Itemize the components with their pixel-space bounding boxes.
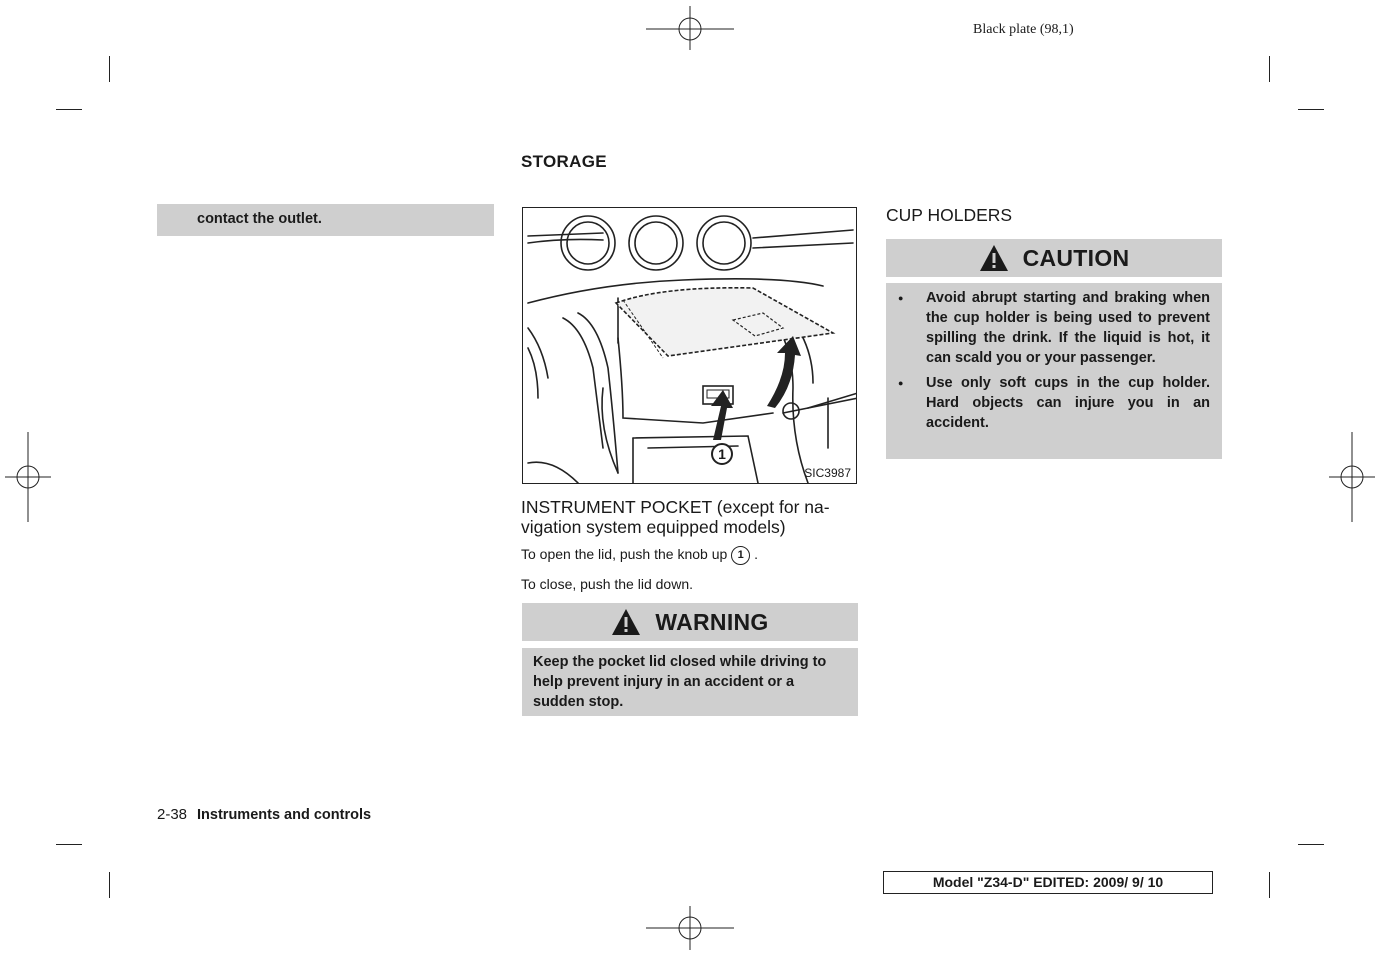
open-text: To open the lid, push the knob up (521, 546, 728, 563)
callout-1-icon: 1 (731, 546, 750, 565)
instrument-pocket-heading: INSTRUMENT POCKET (except for na-vigation system equipped models) (521, 497, 830, 537)
dashboard-illustration (523, 208, 857, 484)
model-edit-stamp: Model "Z34-D" EDITED: 2009/ 9/ 10 (883, 871, 1213, 894)
plate-label: Black plate (98,1) (973, 22, 1074, 37)
page-footer (157, 806, 371, 823)
registration-target-right (1329, 432, 1375, 522)
left-note-text: contact the outlet. (197, 211, 322, 227)
caution-triangle-icon (979, 244, 1009, 272)
instrument-pocket-figure (522, 207, 857, 484)
warning-text: Keep the pocket lid closed while driving to help prevent injury in an accident or a sudden stop. (533, 654, 827, 710)
warning-label: WARNING (655, 608, 769, 635)
caution-label: CAUTION (1022, 244, 1130, 271)
registration-target-bottom (646, 906, 736, 950)
figure-code: SIC3987 (804, 466, 851, 480)
caution-banner (886, 239, 1222, 277)
footer-section-name: Instruments and controls (197, 807, 372, 823)
left-continuation-note (157, 204, 494, 236)
figure-callout: 1 (711, 443, 733, 465)
registration-target-top (646, 6, 736, 50)
cup-holders-heading: CUP HOLDERS (886, 205, 1013, 225)
close-instruction: To close, push the lid down. (521, 576, 693, 592)
caution-bullet: ● Use only soft cups in the cup holder. Hard objects can injure you in an accident. (886, 373, 1222, 433)
caution-bullet: ● Avoid abrupt starting and braking when the cup holder is being used to prevent spilling the drink. If the liquid is hot, it can scald you or your passenger. (886, 288, 1222, 368)
open-instruction (521, 546, 758, 565)
warning-text-box (522, 648, 858, 716)
registration-target-left (5, 432, 51, 522)
warning-banner (522, 603, 858, 641)
page-number: 2-38 (157, 806, 188, 823)
section-title: STORAGE (521, 152, 607, 171)
warning-triangle-icon (611, 608, 641, 636)
open-text-end: . (754, 546, 758, 563)
caution-text-box (886, 283, 1222, 459)
